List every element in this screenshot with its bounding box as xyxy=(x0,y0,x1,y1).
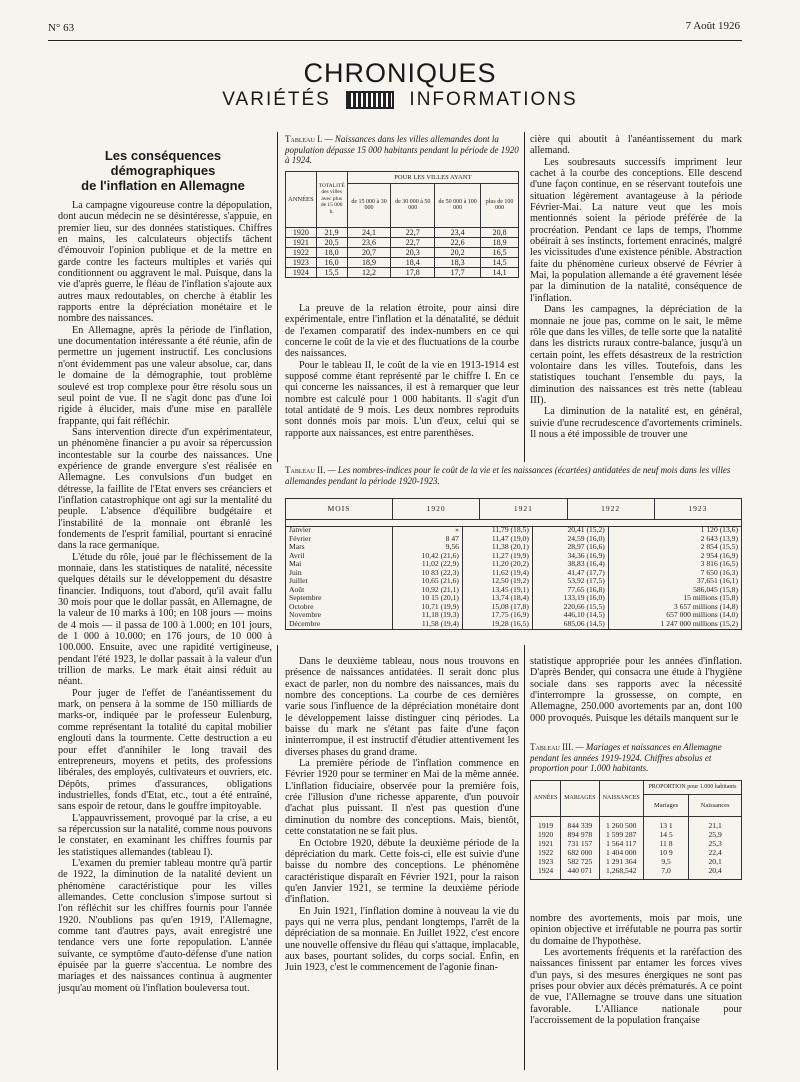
value-cell: 10 15 (20,1) xyxy=(393,594,463,603)
value-cell: 20,41 (15,2) xyxy=(532,526,608,535)
cell: 9,5 xyxy=(643,857,688,866)
cell: 23,6 xyxy=(347,237,391,247)
month-cell: Août xyxy=(286,586,393,595)
value-cell: 10 83 (22,3) xyxy=(393,569,463,578)
table-row xyxy=(286,267,519,277)
table-row xyxy=(286,227,519,237)
value-cell: 34,36 (16,9) xyxy=(532,552,608,561)
value-cell: 11,58 (19,4) xyxy=(393,620,463,629)
cell: 1 291 364 xyxy=(599,857,643,866)
table-3-block xyxy=(530,742,742,880)
paragraph: statistique appropriée pour les années d'inflation. D'après Bender, qui consacra une étude à l'hygiène sociale dans ses rapports avec la nécessité d'interrompre la grossesse, on compte, en Allemagne, 250.000 avortements par an, dont 100 000 provoqués. Puisque les détails manquent sur le xyxy=(530,656,742,724)
table-2-header-year: 1922 xyxy=(567,499,654,520)
value-cell: 2 854 (15,5) xyxy=(608,543,741,552)
table-row xyxy=(286,237,519,247)
value-cell: 19,28 (16,5) xyxy=(462,620,532,629)
cell: 14,1 xyxy=(481,267,519,277)
value-cell: 77,65 (16,8) xyxy=(532,586,608,595)
cell: 1922 xyxy=(531,848,561,857)
paragraph: nombre des avortements, mois par mois, une opinion objective et irréfutable ne pourra pas sortir du domaine de l'hypothèse. xyxy=(530,913,742,947)
value-cell: 24,59 (16,0) xyxy=(532,535,608,544)
paragraph: La campagne vigoureuse contre la dépopulation, dont aucun médecin ne se désintéresse, s'appuie, en premier lieu, sur des données statistiques. Chiffres en mains, les calculateurs objectifs tâchent d'émouvoir l'opinion publique et de la mettre en garde contre les facteurs multiples et variés qui conditionnent ou aggravent le mal. Puisque, dans la vie d'après guerre, le fléau de l'inflation s'ajoute aux autres maux redoutables, on cherche à établir les rapports entre la dépréciation monétaire et le nombre des naissances. xyxy=(58,200,272,325)
table-1-caption xyxy=(285,134,519,166)
cell: 21,9 xyxy=(316,227,347,237)
value-cell: 13,74 (18,4) xyxy=(462,594,532,603)
table-3-header-marriages: MARIAGES xyxy=(561,780,599,816)
paragraph: La première période de l'inflation commence en Février 1920 pour se terminer en Mai de la même année. L'inflation fiduciaire, observée pour la première fois, crée l'illusion d'une richesse apparente, d'un pouvoir d'achat plus puissant. Il n'est pas question d'une diminution du nombre des conceptions. Mais, bientôt, cette constatation ne se fait plus. xyxy=(285,758,519,838)
cell: 1919 xyxy=(531,816,561,830)
cell: 1922 xyxy=(286,247,317,257)
cell: 1 404 000 xyxy=(599,848,643,857)
cell: 1921 xyxy=(531,839,561,848)
paragraph: Les avortements fréquents et la raréfaction des naissances finissent par entamer les forces vives d'un pays, si des mesures énergiques ne sont pas prises pour obvier aux décès prématurés. A ce point de vue, l'Allemagne se trouve dans une situation favorable. L'Alliance nationale pour l'accroissement de la population française xyxy=(530,947,742,1027)
cell: 22,7 xyxy=(391,227,435,237)
table-2-label: Tableau II. xyxy=(285,465,326,475)
table-1-label: Tableau I. xyxy=(285,134,323,144)
value-cell: 8 47 xyxy=(393,535,463,544)
table-1-header-size: de 30 000 à 50 000 xyxy=(391,183,435,227)
cell: 1 564 117 xyxy=(599,839,643,848)
paragraph: L'examen du premier tableau montre qu'à partir de 1922, la diminution de la natalité devient un phénomène caractéristique pour les villes allemandes. Cette conclusion s'impose surtout si l'on réfléchit sur les chiffres fournis pour l'année 1920. N'oublions pas qu'en 1919, l'Allemagne, comme tant d'autres pays, avait enregistré une tendance vers une forte repopulation. L'année suivante, ce symptôme d'auto-défense d'une nation épuisée par la guerre s'accentua. Le nombre des mariages et des naissances continua à augmenter jusqu'au moment où l'inflation bouleversa tout. xyxy=(58,857,272,994)
value-cell: 9,56 xyxy=(393,543,463,552)
value-cell: 7 650 (16,3) xyxy=(608,569,741,578)
masthead-right: INFORMATIONS xyxy=(409,89,578,110)
value-cell: 13,45 (19,1) xyxy=(462,586,532,595)
cell: 21,1 xyxy=(689,816,742,830)
value-cell: 133,19 (16,0) xyxy=(532,594,608,603)
cell: 15,5 xyxy=(316,267,347,277)
value-cell: 11,79 (18,5) xyxy=(462,526,532,535)
paragraph: En Allemagne, après la période de l'inflation, une documentation intéressante a été réunie, afin de permettre un jugement instructif. Les conclusions n'ont évidemment pas une valeur absolue, car, dans le domaine de la démographie, tout problème soulevé est trop complexe pour être résolu sous un seul point de vue. Il ne s'agit donc pas d'une loi rigide à élucider, mais d'une mise en parallèle frappante, qui fait réfléchir. xyxy=(58,324,272,427)
cell: 14,5 xyxy=(481,257,519,267)
table-2-caption xyxy=(285,465,742,486)
paragraph: Dans le deuxième tableau, nous nous trouvons en présence de naissances antidatées. Il serait donc plus exact de parler, non du nombre des naissances, mais du nombre des conceptions. La courbe de ces dernières varie sous l'influence de la dépréciation monétaire dont le développement laisse distinguer cinq périodes. La baisse du mark ne s'étant pas faite d'une façon ininterrompue, il est instructif d'étudier attentivement les diverses phases du grand drame. xyxy=(285,656,519,758)
header-rule xyxy=(48,40,742,41)
table-2 xyxy=(285,498,742,527)
value-cell: 2 643 (13,9) xyxy=(608,535,741,544)
cell: 18,4 xyxy=(391,257,435,267)
cell: 25,9 xyxy=(689,830,742,839)
cell: 1923 xyxy=(286,257,317,267)
table-3-header-births-rate: Naissances xyxy=(689,794,742,816)
table-row xyxy=(531,848,742,857)
table-3 xyxy=(530,780,742,880)
table-row xyxy=(286,257,519,267)
article-title xyxy=(52,148,274,193)
table-3-body xyxy=(531,816,742,879)
table-3-label: Tableau III. xyxy=(530,742,574,752)
cell: 1 599 287 xyxy=(599,830,643,839)
table-1-header-size: de 50 000 à 100 000 xyxy=(435,183,481,227)
cell: 20,2 xyxy=(435,247,481,257)
month-cell: Novembre xyxy=(286,611,393,620)
cell: 1924 xyxy=(286,267,317,277)
column-2-bottom xyxy=(285,656,519,974)
value-cell: 586,045 (15,8) xyxy=(608,586,741,595)
table-row xyxy=(531,816,742,830)
cell: 20,1 xyxy=(689,857,742,866)
month-cell: Octobre xyxy=(286,603,393,612)
column-rule-right-top xyxy=(524,132,525,462)
value-cell: 41,47 (17,7) xyxy=(532,569,608,578)
value-cell: 1 120 (13,6) xyxy=(608,526,741,535)
cell: 20,3 xyxy=(391,247,435,257)
paragraph: En Octobre 1920, débute la deuxième période de la dépréciation du mark. Cette fois-ci, elle est suivie d'une baisse du nombre des conceptions. Le phénomène caractéristique disparaît en Février 1921, pour la raison qu'en Janvier 1921, se termine la deuxième période d'inflation. xyxy=(285,837,519,906)
masthead xyxy=(0,58,800,112)
cell: 16,5 xyxy=(481,247,519,257)
value-cell: 12,50 (19,2) xyxy=(462,577,532,586)
table-row xyxy=(531,830,742,839)
paragraph: L'appauvrissement, provoqué par la crise, a eu sa répercussion sur la natalité, comme nous pouvons le constater, en examinant les chiffres fournis par les statistiques allemandes (tableau I). xyxy=(58,812,272,858)
table-1-block xyxy=(285,134,519,278)
value-cell: 38,83 (16,4) xyxy=(532,560,608,569)
month-cell: Janvier xyxy=(286,526,393,535)
month-cell: Février xyxy=(286,535,393,544)
column-1 xyxy=(58,200,272,994)
cell: 13 1 xyxy=(643,816,688,830)
value-cell: 11,62 (19,4) xyxy=(462,569,532,578)
cell: 844 339 xyxy=(561,816,599,830)
cell: 1924 xyxy=(531,866,561,880)
value-cell: 10,65 (21,6) xyxy=(393,577,463,586)
table-3-header-marriages-rate: Mariages xyxy=(643,794,688,816)
table-1-caption-text: — Naissances dans les villes allemandes dont la population dépasse 15 000 habitants pendant la période de 1920 à 1924. xyxy=(285,134,519,165)
value-cell: 15 millions (15,8) xyxy=(608,594,741,603)
value-cell: 37,651 (16,1) xyxy=(608,577,741,586)
paragraph: Dans les campagnes, la dépréciation de la monnaie ne joue pas, comme on le sait, le même rôle que dans les villes, de telle sorte que la natalité dans les districts ruraux contre-balance, jusqu'à un certain point, les effets désastreux de la restriction volontaire dans les villes. Toutefois, dans les statistiques touchant l'ensemble du pays, la diminution des naissances est très nette (tableau III). xyxy=(530,304,742,406)
paragraph: Sans intervention directe d'un expérimentateur, un phénomène financier a pu avoir sa répercussion incontestable sur la courbe des naissances. Une expérience de grande envergure s'est réalisée en Allemagne. Les convulsions d'un budget en détresse, la faillite de l'Etat envers ses créanciers et l'inflation catastrophique ont agi sur la mentalité du peuple. L'absence d'équilibre budgétaire et l'instabilité de la monnaie ont ébranlé les fondements de l'esprit familial, pourtant si enraciné dans la race germanique. xyxy=(58,426,272,552)
column-rule-right-bottom xyxy=(524,645,525,1070)
cell: 582 725 xyxy=(561,857,599,866)
table-3-header-years: ANNÉES xyxy=(531,780,561,816)
table-2-block xyxy=(285,465,742,630)
table-1 xyxy=(285,171,519,278)
month-cell: Mai xyxy=(286,560,393,569)
value-cell: 10,92 (21,1) xyxy=(393,586,463,595)
paragraph: La preuve de la relation étroite, pour ainsi dire expérimentale, entre l'inflation et la dénatalité, se déduit de l'examen comparatif des index-numbers en ce qui concerne le coût de la vie et des fluctuations de la courbe des naissances. xyxy=(285,303,519,360)
cell: 23,4 xyxy=(435,227,481,237)
table-1-header-size: plus de 100 000 xyxy=(481,183,519,227)
cell: 18,9 xyxy=(347,257,391,267)
table-row xyxy=(531,857,742,866)
table-3-caption xyxy=(530,742,742,774)
table-1-header-total: TOTALITÉ des villes avec plus de 15 000 h. xyxy=(316,171,347,227)
table-row xyxy=(531,839,742,848)
cell: 18,9 xyxy=(481,237,519,247)
table-2-header-year: 1920 xyxy=(393,499,480,520)
cell: 18,3 xyxy=(435,257,481,267)
value-cell: 28,97 (16,6) xyxy=(532,543,608,552)
paragraph: Les soubresauts successifs impriment leur cachet à la courbe des conceptions. Elle descend d'une façon continue, en se réservant toutefois une situation légèrement avantageuse à la période Février-Mai. La nature veut que les mois mentionnés soient la période préférée de la procréation. Pendant ce laps de temps, l'homme obéirait à ses instincts, fortement enracinés, malgré les vicissitudes d'une existence pénible. Abstraction faite du phénomène curieux observé de Février à Mai, la population allemande a été gravement lésée par la diminution de la natalité, conséquence de l'inflation. xyxy=(530,156,742,304)
value-cell: 11,47 (19,0) xyxy=(462,535,532,544)
paragraph: Pour juger de l'effet de l'anéantissement du mark, on pensera à la somme de 150 milliards de marks-or, indiquée par le professeur Eulenburg, comme représentant la totalité du capital mobilier englouti dans la tourmente. Cette destruction a eu pour effet d'annihiler le long travail des entrepreneurs, moyens et petits, des professions libérales, des employés, cultivateurs et ouvriers, etc. Dépôts, primes d'assurances, obligations industrielles, fonds d'Etat, etc., tout a été entraîné, sans espoir de retour, dans le gouffre impitoyable. xyxy=(58,687,272,813)
column-3-bottom-a xyxy=(530,656,742,724)
masthead-left: VARIÉTÉS xyxy=(222,89,331,110)
cell: 731 157 xyxy=(561,839,599,848)
value-cell: 15,08 (17,8) xyxy=(462,603,532,612)
table-1-header-size: de 15 000 à 30 000 xyxy=(347,183,391,227)
table-3-header-proportion: PROPORTION pour 1.000 habitants xyxy=(643,780,741,794)
table-row xyxy=(286,620,742,629)
table-row xyxy=(531,866,742,880)
paragraph: cière qui aboutit à l'anéantissement du mark allemand. xyxy=(530,134,742,157)
month-cell: Juillet xyxy=(286,577,393,586)
column-rule-left-bottom xyxy=(277,645,278,1070)
value-cell: 11,27 (19,9) xyxy=(462,552,532,561)
table-2-header-year: 1921 xyxy=(480,499,567,520)
column-rule-left-top xyxy=(277,132,278,462)
column-3-bottom-b xyxy=(530,913,742,1026)
value-cell: 3 657 millions (14,8) xyxy=(608,603,741,612)
cell: 894 978 xyxy=(561,830,599,839)
article-title-line1: Les conséquences démographiques xyxy=(104,148,222,178)
cell: 22,7 xyxy=(391,237,435,247)
issue-number: N° 63 xyxy=(48,22,75,34)
cell: 1921 xyxy=(286,237,317,247)
cell: 17,7 xyxy=(435,267,481,277)
masthead-logo-icon xyxy=(346,91,394,109)
masthead-title: CHRONIQUES xyxy=(303,58,497,88)
table-2-header-year: 1923 xyxy=(654,499,741,520)
value-cell: 220,66 (15,5) xyxy=(532,603,608,612)
value-cell: 10,42 (21,6) xyxy=(393,552,463,561)
cell: 440 071 xyxy=(561,866,599,880)
table-2-header-month: MOIS xyxy=(286,499,393,520)
table-row xyxy=(286,247,519,257)
column-2-top xyxy=(285,303,519,439)
table-1-header-group: POUR LES VILLES AYANT xyxy=(347,171,518,183)
cell: 20,5 xyxy=(316,237,347,247)
cell: 682 000 xyxy=(561,848,599,857)
month-cell: Décembre xyxy=(286,620,393,629)
table-2-body xyxy=(285,526,742,630)
value-cell: 11,18 (19,3) xyxy=(393,611,463,620)
value-cell: » xyxy=(393,526,463,535)
column-3-top xyxy=(530,134,742,440)
value-cell: 11,02 (22,9) xyxy=(393,560,463,569)
cell: 25,3 xyxy=(689,839,742,848)
value-cell: 11,38 (20,1) xyxy=(462,543,532,552)
cell: 1920 xyxy=(531,830,561,839)
issue-date: 7 Août 1926 xyxy=(685,20,740,32)
cell: 7,0 xyxy=(643,866,688,880)
paragraph: L'étude du rôle, joué par le fléchissement de la monnaie, dans les statistiques de natalité, nécessite quelques détails sur le développement du désastre financier. Indiquons, tout d'abord, qu'il avait fallu 30 mois pour que le dollar passât, en Allemagne, de la valeur de 10 marks à 100; en 108 jours — moins de 4 mois — il passa de 100 à 1.000; en 101 jours, de 1 000 à 10.000; en 176 jours, de 10 000 à 100.000. Ensuite, avec une rapidité vertigineuse, pendant l'été 1923, le dollar passait à la valeur d'un trillion de marks. Le mark était ainsi réduit au néant. xyxy=(58,551,272,688)
value-cell: 11,20 (20,2) xyxy=(462,560,532,569)
value-cell: 685,06 (14,5) xyxy=(532,620,608,629)
table-3-caption-text: — Mariages et naissances en Allemagne pendant les années 1919-1924. Chiffres absolus et proportion pour 1.000 habitants. xyxy=(530,742,722,773)
value-cell: 2 954 (16,9) xyxy=(608,552,741,561)
value-cell: 53,92 (17,5) xyxy=(532,577,608,586)
cell: 16,0 xyxy=(316,257,347,267)
masthead-subtitle xyxy=(0,88,800,112)
cell: 12,2 xyxy=(347,267,391,277)
cell: 20,7 xyxy=(347,247,391,257)
month-cell: Avril xyxy=(286,552,393,561)
cell: 20,8 xyxy=(481,227,519,237)
cell: 20,4 xyxy=(689,866,742,880)
value-cell: 3 816 (16,5) xyxy=(608,560,741,569)
cell: 14 5 xyxy=(643,830,688,839)
month-cell: Septembre xyxy=(286,594,393,603)
value-cell: 446,10 (14,5) xyxy=(532,611,608,620)
value-cell: 657 000 millions (14,0) xyxy=(608,611,741,620)
cell: 1920 xyxy=(286,227,317,237)
paragraph: Pour le tableau II, le coût de la vie en 1913-1914 est supposé comme étant représenté par le chiffre I. En ce qui concerne les naissances, il est à remarquer que leur nombre est calculé pour 1 000 habitants. Il s'agit d'un total antidaté de 9 mois. Les deux nombres reproduits sont donnés mois par mois. L'un d'eux, celui qui se rapporte aux naissances, est entre parenthèses. xyxy=(285,359,519,439)
paragraph: En Juin 1921, l'inflation domine à nouveau la vie du pays qui ne verra plus, pendant longtemps, l'arrêt de la dépréciation de sa monnaie. En Juillet 1922, c'est encore une nouvelle offensive du fléau qui s'attaque, implacable, aux bases, pourtant solides, du corps social. Enfin, en Juin 1923, c'est le commencement de l'agonie finan- xyxy=(285,905,519,974)
cell: 1923 xyxy=(531,857,561,866)
table-2-caption-text: — Les nombres-indices pour le coût de la vie et les naissances (écartées) antidatées de neuf mois dans les villes allemandes pendant la période 1920-1923. xyxy=(285,465,731,486)
article-title-line2: de l'inflation en Allemagne xyxy=(81,178,245,193)
table-3-header-births: NAISSANCES xyxy=(599,780,643,816)
paragraph: La diminution de la natalité est, en général, suivie d'une recrudescence d'avortements criminels. Il nous a été impossible de trouver une xyxy=(530,406,742,440)
cell: 1,268,542 xyxy=(599,866,643,880)
value-cell: 10,71 (19,9) xyxy=(393,603,463,612)
cell: 18,0 xyxy=(316,247,347,257)
cell: 11 8 xyxy=(643,839,688,848)
cell: 24,1 xyxy=(347,227,391,237)
cell: 17,8 xyxy=(391,267,435,277)
cell: 10 9 xyxy=(643,848,688,857)
cell: 1 260 500 xyxy=(599,816,643,830)
cell: 22,6 xyxy=(435,237,481,247)
table-1-header-years: ANNÉES xyxy=(286,171,317,227)
month-cell: Juin xyxy=(286,569,393,578)
value-cell: 17,75 (16,9) xyxy=(462,611,532,620)
value-cell: 1 247 000 millions (15,2) xyxy=(608,620,741,629)
month-cell: Mars xyxy=(286,543,393,552)
cell: 22,4 xyxy=(689,848,742,857)
